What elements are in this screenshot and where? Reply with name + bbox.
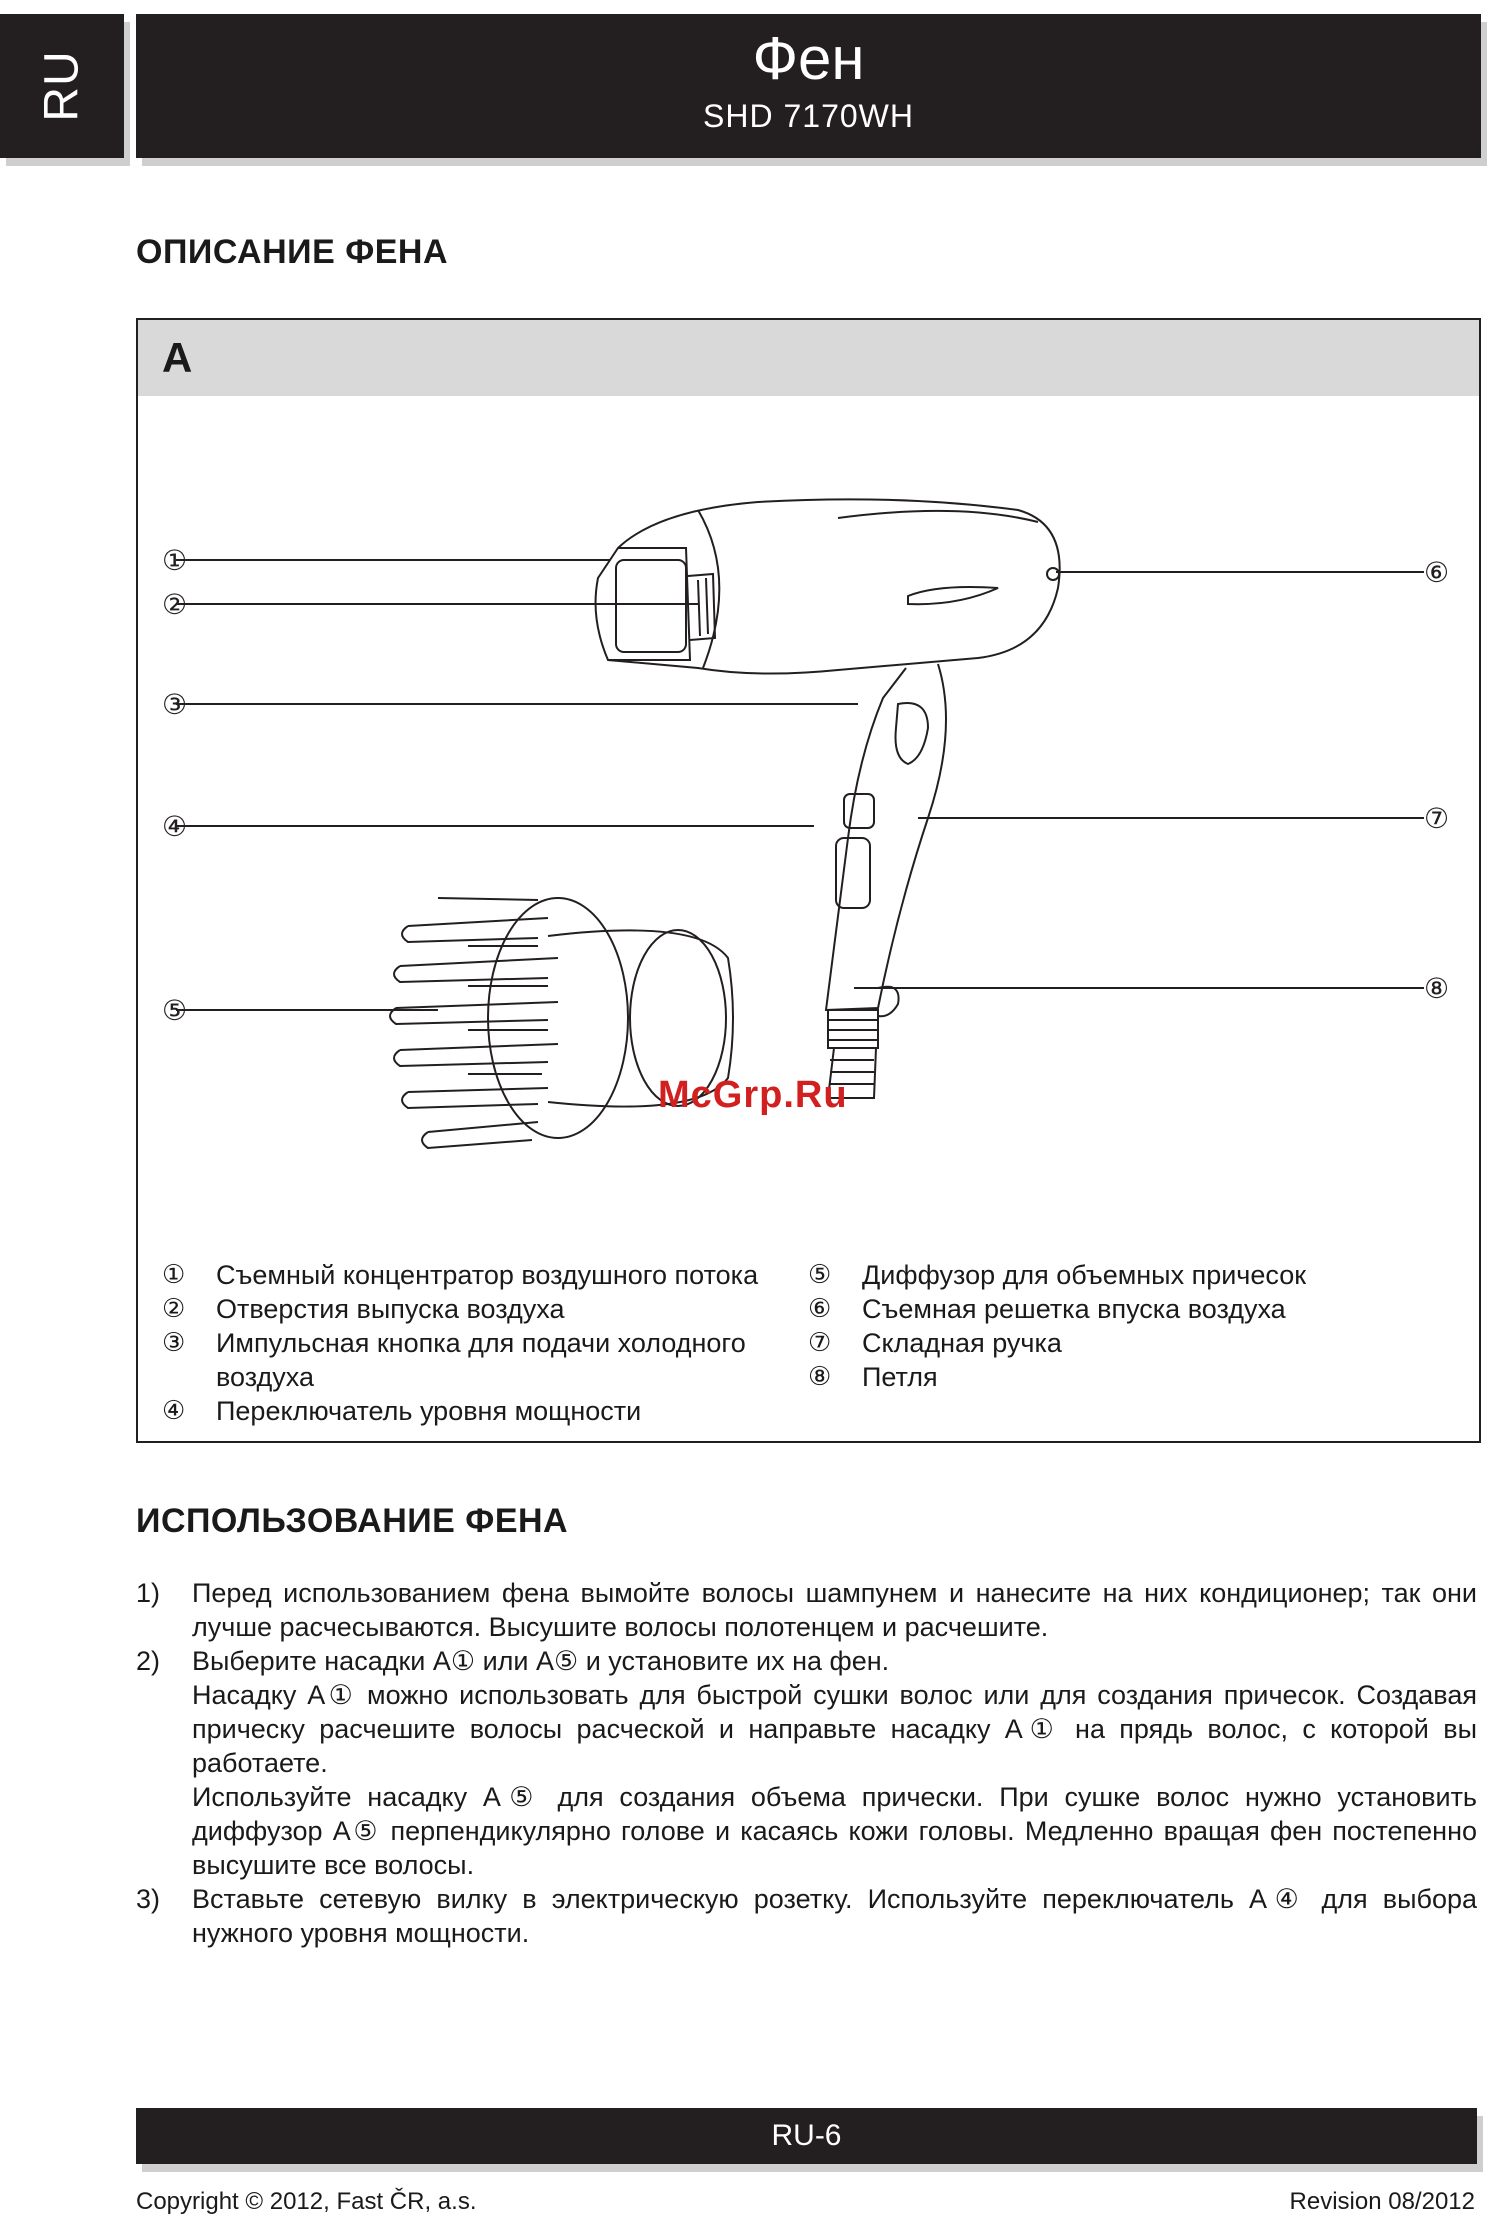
step-paragraph: Перед использованием фена вымойте волосы шампунем и нанесите на них кондиционер; так они лучше расчесываются. Высушите волосы полотенцем и расчешите. xyxy=(192,1578,1477,1642)
callout-2: ② xyxy=(162,588,188,621)
page-number: RU-6 xyxy=(771,2119,842,2152)
legend-number: ① xyxy=(162,1260,186,1290)
legend-number: ③ xyxy=(162,1328,186,1358)
legend-text: Диффузор для объемных причесок xyxy=(862,1260,1307,1290)
revision: Revision 08/2012 xyxy=(1289,2188,1475,2215)
page-title: Фен xyxy=(752,25,865,92)
usage-step xyxy=(136,1644,1477,1882)
figure-box xyxy=(136,318,1481,1443)
callout-7: ⑦ xyxy=(1424,802,1450,835)
legend-item xyxy=(808,1292,1448,1326)
callout-5: ⑤ xyxy=(162,994,188,1027)
legend-number: ④ xyxy=(162,1396,186,1426)
legend-text: Съемный концентратор воздушного потока xyxy=(216,1260,759,1290)
step-number: 3) xyxy=(136,1884,161,1914)
page-number-bar xyxy=(136,2108,1477,2164)
legend-number: ② xyxy=(162,1294,186,1324)
step-number: 1) xyxy=(136,1578,161,1608)
legend-item xyxy=(808,1326,1448,1360)
callout-3: ③ xyxy=(162,688,188,721)
legend-number: ⑧ xyxy=(808,1362,832,1392)
callout-1: ① xyxy=(162,544,188,577)
legend-item xyxy=(808,1258,1448,1292)
legend-item xyxy=(162,1258,782,1292)
step-paragraph: Используйте насадку А⑤ для создания объема прически. При сушке волос нужно установить диффузор А⑤ перпендикулярно голове и касаясь кожи головы. Медленно вращая фен постепенно высушите все волосы. xyxy=(192,1782,1477,1880)
usage-step xyxy=(136,1576,1477,1644)
legend-left xyxy=(162,1258,782,1428)
callout-6: ⑥ xyxy=(1424,556,1450,589)
step-paragraph: Вставьте сетевую вилку в электрическую розетку. Используйте переключатель А④ для выбора нужного уровня мощности. xyxy=(192,1884,1477,1948)
legend-text: Складная ручка xyxy=(862,1328,1062,1358)
usage-list xyxy=(136,1576,1477,1950)
legend-number: ⑥ xyxy=(808,1294,832,1324)
legend-item xyxy=(162,1292,782,1326)
copyright: Copyright © 2012, Fast ČR, a.s. xyxy=(136,2188,477,2215)
callout-8: ⑧ xyxy=(1424,972,1450,1005)
hair-dryer-diagram xyxy=(138,398,1479,1258)
figure-label: A xyxy=(138,320,1479,396)
legend-text: Съемная решетка впуска воздуха xyxy=(862,1294,1286,1324)
step-paragraph: Насадку А① можно использовать для быстрой сушки волос или для создания причесок. Создавая прическу расчешите волосы расческой и направьте насадку А① на прядь волос, с которой вы работаете. xyxy=(192,1680,1477,1778)
legend-text: Петля xyxy=(862,1362,938,1392)
legend-item xyxy=(162,1394,782,1428)
language-code: RU xyxy=(35,50,89,122)
step-number: 2) xyxy=(136,1646,161,1676)
step-paragraph: Выберите насадки А① или А⑤ и установите их на фен. xyxy=(192,1646,890,1676)
page-header xyxy=(136,14,1481,158)
legend-right xyxy=(808,1258,1448,1394)
model-number: SHD 7170WH xyxy=(703,98,914,134)
watermark: McGrp.Ru xyxy=(658,1074,848,1116)
usage-step xyxy=(136,1882,1477,1950)
legend-text: Отверстия выпуска воздуха xyxy=(216,1294,565,1324)
legend-text: Переключатель уровня мощности xyxy=(216,1396,642,1426)
callout-4: ④ xyxy=(162,810,188,843)
description-heading: ОПИСАНИЕ ФЕНА xyxy=(136,233,449,271)
legend-item xyxy=(162,1326,782,1394)
legend-text: Импульсная кнопка для подачи холодного воздуха xyxy=(216,1328,746,1392)
language-tab xyxy=(0,14,124,158)
legend-number: ⑤ xyxy=(808,1260,832,1290)
legend-item xyxy=(808,1360,1448,1394)
legend-number: ⑦ xyxy=(808,1328,832,1358)
usage-heading: ИСПОЛЬЗОВАНИЕ ФЕНА xyxy=(136,1502,569,1540)
